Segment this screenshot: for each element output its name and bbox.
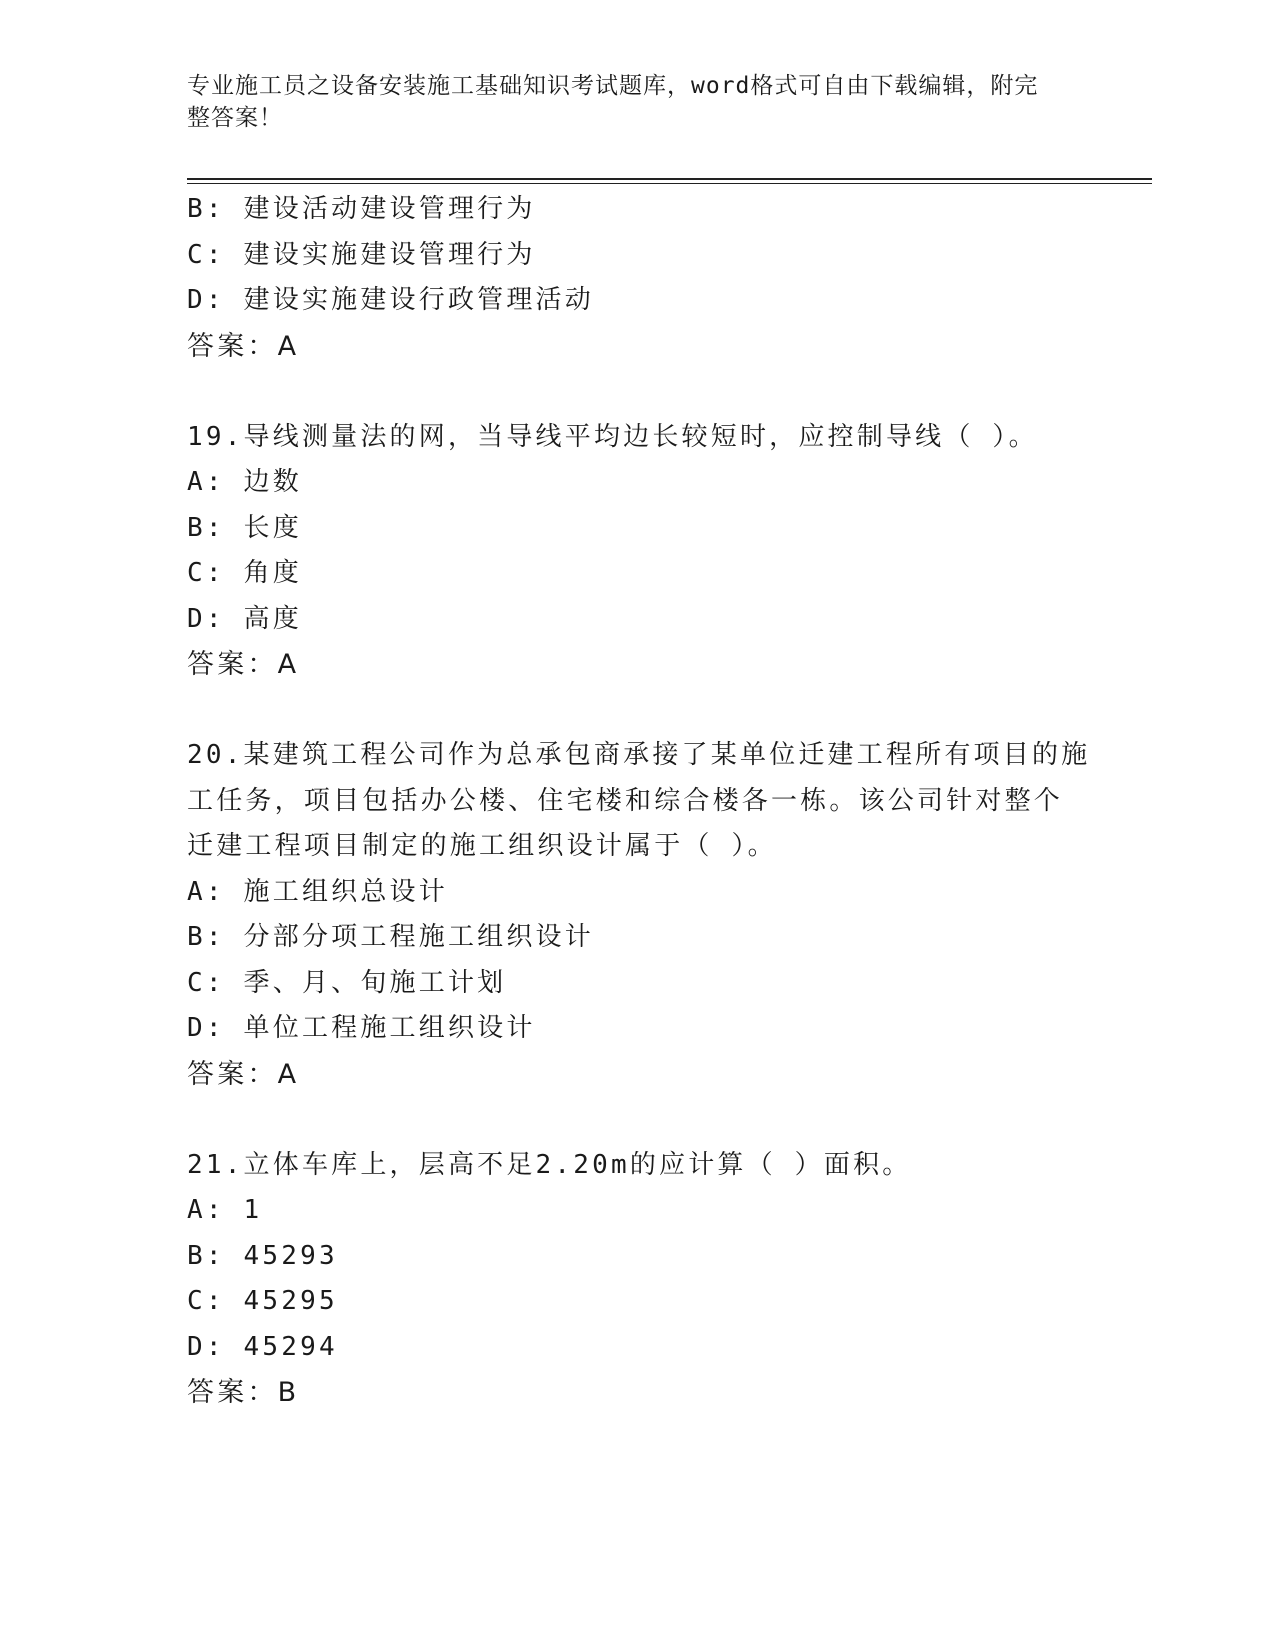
question-21 [187,1143,1087,1416]
option-c: C: 建设实施建设管理行为 [187,239,536,270]
option-d: D: 45294 [187,1331,338,1362]
header-line-2: 整答案！ [187,105,283,131]
question-stem: 21.立体车库上，层高不足2.20m的应计算（ ）面积。 [187,1149,912,1180]
option-d: D: 建设实施建设行政管理活动 [187,285,594,315]
option-a: A: 施工组织总设计 [187,876,448,907]
question-18-continued [187,187,1087,369]
option-c: C: 角度 [187,558,302,588]
option-b: B: 建设活动建设管理行为 [187,194,536,224]
question-stem: 19.导线测量法的网，当导线平均边长较短时，应控制导线（ ）。 [187,421,1038,452]
answer: 答案：A [187,330,300,362]
question-stem: 迁建工程项目制定的施工组织设计属于（ ）。 [187,831,777,861]
question-stem: 20.某建筑工程公司作为总承包商承接了某单位迁建工程所有项目的施 [187,740,1091,770]
option-c: C: 季、月、旬施工计划 [187,967,507,998]
header-line-1: 专业施工员之设备安装施工基础知识考试题库，word格式可自由下载编辑，附完 [187,73,1039,99]
question-list [187,187,1091,1416]
answer: 答案：B [187,1377,300,1408]
option-b: B: 分部分项工程施工组织设计 [187,922,594,952]
option-d: D: 高度 [187,603,302,634]
option-b: B: 长度 [187,512,302,543]
option-a: A: 1 [187,1195,263,1225]
answer: 答案：A [187,649,300,680]
option-b: B: 45293 [187,1240,338,1271]
question-20 [187,733,1091,1097]
option-d: D: 单位工程施工组织设计 [187,1013,536,1043]
spacer [187,1097,1087,1143]
option-a: A: 边数 [187,467,302,497]
document-header [187,70,1067,134]
question-stem: 工任务，项目包括办公楼、住宅楼和综合楼各一栋。该公司针对整个 [187,785,1064,816]
question-19 [187,415,1087,688]
header-divider-thin [187,183,1152,184]
option-c: C: 45295 [187,1286,338,1316]
spacer [187,369,1087,415]
spacer [187,688,1087,734]
header-divider-thick [187,178,1152,180]
answer: 答案：A [187,1058,300,1090]
